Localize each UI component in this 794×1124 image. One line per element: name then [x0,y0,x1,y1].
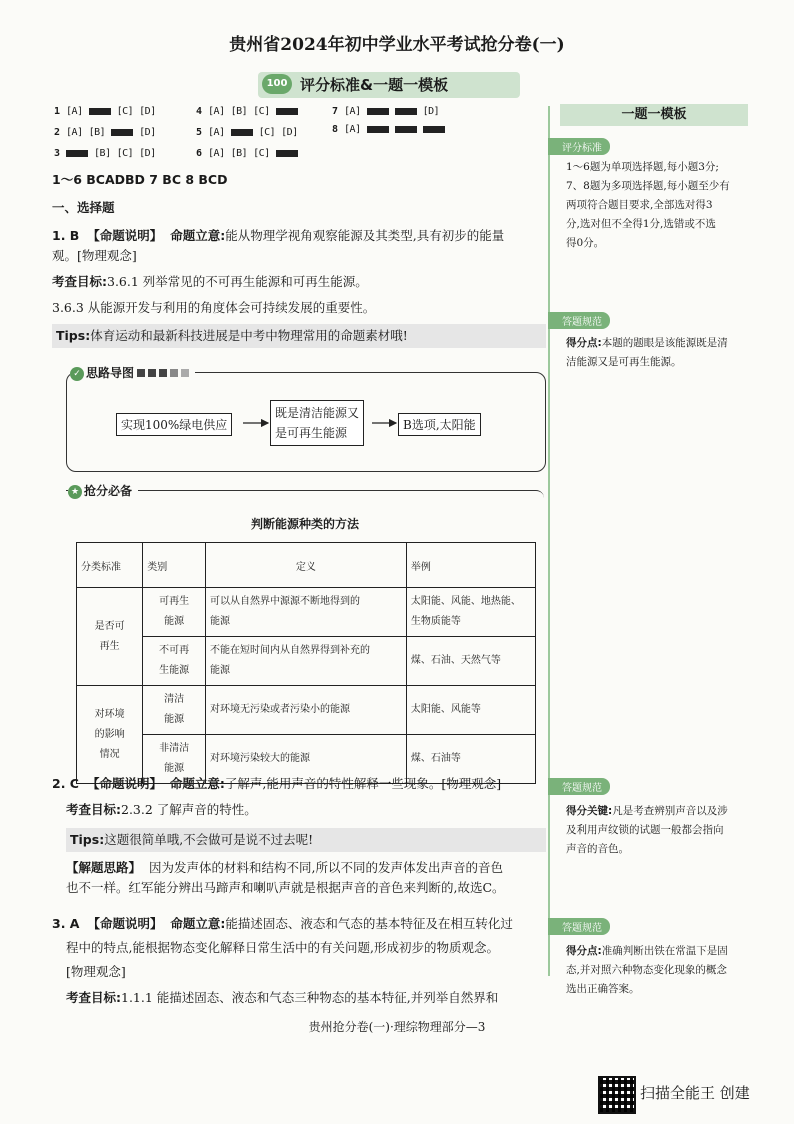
answer-number: 2 [54,127,61,138]
sidebar-norm-3-text [566,942,750,999]
q3-text: 能描述固态、液态和气态的基本特征及在相互转化过 [225,916,513,931]
table-category-cell [143,686,206,735]
mindmap-node-goal: 实现100%绿电供应 [116,413,232,436]
page-footer: 贵州抢分卷(一)·理综物理部分—3 [308,1020,486,1034]
cell-line: 不能在短时间内从自然界得到补充的 [209,645,370,656]
answer-option: [D] [139,148,156,159]
sidebar-label: 得分点: [566,337,602,349]
cell-line: 太阳能、风能、地热能、 [410,596,521,607]
cell-line: 生能源 [159,665,190,676]
answer-number: 6 [196,148,203,159]
sidebar-line: 分,选对但不全得1分,选错或不选 [566,218,716,230]
cell-line: 情况 [99,748,120,760]
page-title: 贵州省2024年初中学业水平考试抢分卷(一) [229,35,565,55]
q2-target-label: 考查目标: [66,802,121,817]
answer-option: [A] [208,106,225,117]
cell-line: 非清洁 [159,743,190,754]
sidebar-line: 选出正确答案。 [566,983,640,995]
q2-lead: 命题立意: [169,776,225,791]
essential-title: 抢分必备 [84,484,133,498]
q2-analysis-2: 也不一样。红军能分辨出马蹄声和喇叭声就是根据声音的音色来判断的,故选C。 [66,880,505,895]
q1-tag: 【命题说明】 [87,228,163,243]
cell-line: 生物质能等 [410,616,461,627]
answer-option: [C] [253,106,270,117]
cell-line: 对环境无污染或者污染小的能源 [209,704,350,715]
sidebar-line: 准确判断出铁在常温下是固 [601,945,728,957]
sidebar-norm-1-text [566,334,750,372]
answer-number: 8 [332,124,339,135]
sidebar-tag-norm-2: 答题规范 [548,778,610,795]
table-definition-cell [205,637,406,686]
cell-line: 不可再 [159,645,190,656]
cell-line: 对环境污染较大的能源 [209,753,310,764]
answer-option: [B] [230,106,248,117]
cell-line: 能源 [164,616,185,627]
answer-number: 1 [54,106,61,117]
energy-table-wrap [76,542,536,784]
q3-text-tag: [物理观念] [66,964,126,979]
mindmap-node-line: 是可再生能源 [275,426,348,440]
answer-option: [B] [88,127,106,138]
table-category-cell [143,588,206,637]
q1-target-1: 3.6.1 列举常见的不可再生能源和可再生能源。 [107,274,368,289]
q2-tag: 【命题说明】 [86,776,162,791]
table-row [77,686,536,735]
q1-lead: 命题立意: [170,228,226,243]
answer-option: [B] [230,148,248,159]
answer-option: [D] [422,106,440,117]
section-heading: 一、选择题 [52,200,115,215]
cell-line: 能源 [164,763,185,774]
cell-line: 可再生 [159,596,190,607]
mindmap-node-line: 既是清洁能源又 [275,406,360,420]
answer-option: [D] [281,127,298,138]
cell-line: 煤、石油、天然气等 [410,655,501,666]
cell-line: 能源 [164,714,185,725]
sidebar-tag-norm-1: 答题规范 [548,312,610,329]
table-example-cell [406,637,535,686]
q3-lead: 命题立意: [170,916,226,931]
essential-header [68,482,138,499]
sidebar-label: 得分点: [566,945,602,957]
sidebar-line: 态,并对照六种物态变化现象的概念 [566,964,727,976]
q1-target-2: 3.6.3 从能源开发与利用的角度体会可持续发展的重要性。 [52,300,376,315]
table-example-cell [406,588,535,637]
answer-option: [D] [139,106,156,117]
q2-text: 了解声,能用声音的特性解释一些现象。[物理观念] [224,776,502,791]
sidebar-line: 1～6题为单项选择题,每小题3分; [566,161,719,173]
cell-line: 能源 [209,665,230,676]
answer-number: 3 [54,148,61,159]
mindmap-title: 思路导图 [86,366,135,380]
sidebar-line: 两项符合题目要求,全部选对得3 [566,199,713,211]
q3-tag: 【命题说明】 [87,916,163,931]
answer-option: [B] [94,148,111,159]
answer-option: [D] [139,127,156,138]
answer-option: [A] [208,148,225,159]
sidebar-line: 7、8题为多项选择题,每小题至少有 [566,180,730,192]
sidebar-line: 洁能源又是可再生能源。 [566,356,682,368]
q2-target-1: 2.3.2 了解声音的特性。 [121,802,257,817]
table-definition-cell [205,686,406,735]
table-header-cell: 分类标准 [77,543,143,588]
cell-line: 的影响 [94,728,125,740]
qr-code-icon [598,1076,636,1114]
table-header-cell: 定义 [205,543,406,588]
q3-target-label: 考查目标: [66,990,121,1005]
sidebar-label: 得分关键: [566,805,613,817]
score-badge-icon: 100 [262,74,292,94]
cell-line: 是否可 [94,620,125,632]
sidebar-tag-norm-3: 答题规范 [548,918,610,935]
cell-line: 太阳能、风能等 [410,704,481,715]
energy-table [76,542,536,784]
answer-option: [A] [344,124,361,135]
q2-analysis-1: 因为发声体的材料和结构不同,所以不同的发声体发出声音的音色 [148,860,503,875]
q3-number: 3. A [52,916,80,931]
answer-number: 4 [196,106,203,117]
answer-number: 5 [196,127,203,138]
q1-target-label: 考查目标: [52,274,107,289]
cell-line: 可以从自然界中源源不断地得到的 [209,596,360,607]
q1-tips-text: 体育运动和最新科技进展是中考中物理常用的命题素材哦! [90,328,408,343]
q2-tips-text: 这题很简单哦,不会做可是说不过去呢! [104,832,314,847]
cell-line: 再生 [99,640,120,652]
table-title: 判断能源种类的方法 [250,517,359,531]
cell-line: 能源 [209,616,230,627]
q1-text-cont: 观。[物理观念] [52,248,137,263]
sidebar-line: 得0分。 [566,237,605,249]
q3-text-cont: 程中的特点,能根据物态变化解释日常生活中的有关问题,形成初步的物质观念。 [66,940,499,955]
q3-target-1: 1.1.1 能描述固态、液态和气态三种物态的基本特征,并列举自然界和 [121,990,499,1005]
question-3 [52,914,546,1008]
sidebar-line: 声音的音色。 [566,843,629,855]
q2-number: 2. C [52,776,79,791]
sidebar-line: 本题的题眼是该能源既是清 [601,337,728,349]
table-criterion-cell [77,588,143,686]
q1-number: 1. B [52,228,80,243]
table-header-cell: 举例 [406,543,535,588]
answer-option: [A] [66,127,83,138]
answer-summary: 1～6 BCADBD 7 BC 8 BCD [52,172,228,187]
table-row [77,637,536,686]
sidebar-tag-scoring: 评分标准 [548,138,610,155]
sidebar-scoring-text [566,158,750,253]
table-category-cell [143,637,206,686]
table-header-row [77,543,536,588]
answer-option: [A] [344,106,361,117]
mindmap-node-answer: B选项,太阳能 [398,413,481,436]
sidebar-header: 一题一模板 [560,104,748,126]
subtitle: 评分标准&一题一模板 [300,76,449,94]
table-definition-cell [205,588,406,637]
cell-line: 煤、石油等 [410,753,461,764]
answer-option: [A] [66,106,83,117]
sidebar-norm-2-text [566,802,750,859]
cell-line: 清洁 [164,694,185,705]
cell-line: 对环境 [94,708,125,720]
q2-analysis-label: 【解题思路】 [66,860,142,875]
sidebar-line: 及利用声纹锁的试题一般都会指向 [566,824,724,836]
table-example-cell [406,686,535,735]
question-2 [52,774,546,898]
answer-option: [A] [208,127,225,138]
table-criterion-cell [77,686,143,784]
q2-tips [66,828,546,852]
q1-tips-label: Tips: [56,328,91,343]
q2-tips-label: Tips: [70,832,105,847]
sidebar-line: 凡是考查辨别声音以及涉 [612,805,728,817]
answer-option: [C] [253,148,270,159]
answer-option: [C] [116,148,134,159]
answer-number: 7 [332,106,339,117]
q1-text: 能从物理学视角观察能源及其类型,具有初步的能量 [225,228,505,243]
table-row [77,588,536,637]
table-header-cell: 类别 [143,543,206,588]
essential-icon: ★ [68,485,82,499]
answer-option: [C] [116,106,134,117]
answer-option: [C] [258,127,276,138]
mindmap-icon: ✓ [70,367,84,381]
scanner-watermark: 扫描全能王 创建 [640,1084,750,1102]
